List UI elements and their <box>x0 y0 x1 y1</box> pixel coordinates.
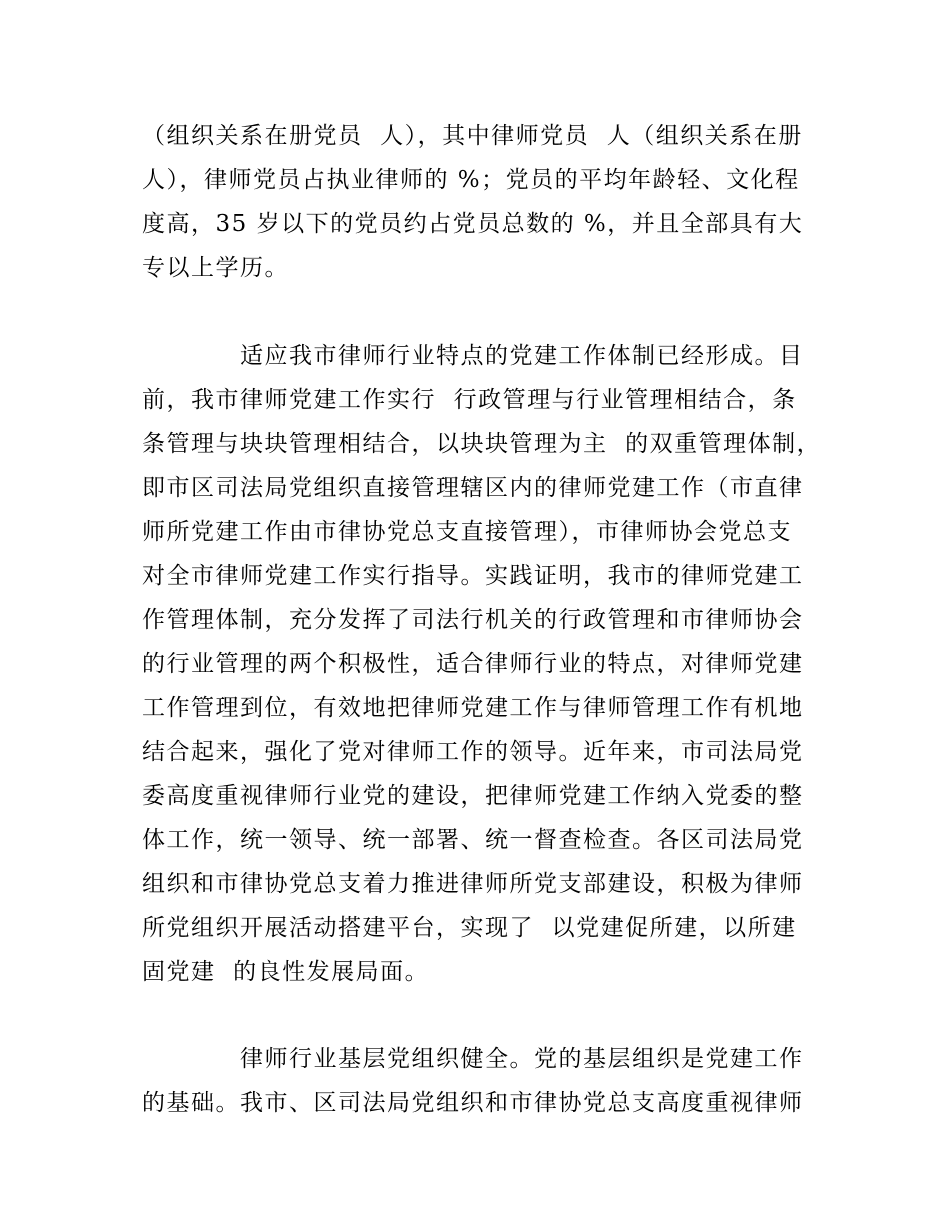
paragraph-3-line-1: 律师行业基层党组织健全。党的基层组织是党建工作 <box>240 1046 804 1072</box>
paragraph-1-line-2: 人），律师党员占执业律师的 %；党员的平均年龄轻、文化程 <box>142 167 800 193</box>
paragraph-2-line-9: 工作管理到位，有效地把律师党建工作与律师管理工作有机地 <box>142 695 804 721</box>
paragraph-2-line-11: 委高度重视律师行业党的建设，把律师党建工作纳入党委的整 <box>142 783 804 809</box>
paragraph-2-line-6: 对全市律师党建工作实行指导。实践证明，我市的律师党建工 <box>142 563 804 589</box>
paragraph-1-line-1: （组织关系在册党员 人），其中律师党员 人（组织关系在册 <box>142 123 803 149</box>
paragraph-2-line-2: 前，我市律师党建工作实行 行政管理与行业管理相结合，条 <box>142 387 797 413</box>
paragraph-2-line-7: 作管理体制，充分发挥了司法行机关的行政管理和市律师协会 <box>142 607 804 633</box>
paragraph-1-line-4: 专以上学历。 <box>142 255 289 281</box>
paragraph-2-line-10: 结合起来，强化了党对律师工作的领导。近年来，市司法局党 <box>142 739 804 765</box>
paragraph-2-line-15: 固党建 的良性发展局面。 <box>142 959 430 985</box>
paragraph-3-line-2: 的基础。我市、区司法局党组织和市律协党总支高度重视律师 <box>142 1090 804 1116</box>
paragraph-2-line-8: 的行业管理的两个积极性，适合律师行业的特点，对律师党建 <box>142 651 804 677</box>
paragraph-2-line-4: 即市区司法局党组织直接管理辖区内的律师党建工作（市直律 <box>142 475 804 501</box>
paragraph-2-line-13: 组织和市律协党总支着力推进律师所党支部建设，积极为律师 <box>142 871 804 897</box>
paragraph-2-line-1: 适应我市律师行业特点的党建工作体制已经形成。目 <box>240 343 804 369</box>
paragraph-2-line-3: 条管理与块块管理相结合，以块块管理为主 的双重管理体制， <box>142 431 822 457</box>
paragraph-2-line-14: 所党组织开展活动搭建平台，实现了 以党建促所建，以所建 <box>142 915 797 941</box>
paragraph-2-line-5: 师所党建工作由市律协党总支直接管理），市律师协会党总支 <box>142 519 792 545</box>
paragraph-1-line-3: 度高，35 岁以下的党员约占党员总数的 %，并且全部具有大 <box>142 211 804 237</box>
paragraph-2-line-12: 体工作，统一领导、统一部署、统一督查检查。各区司法局党 <box>142 827 804 853</box>
